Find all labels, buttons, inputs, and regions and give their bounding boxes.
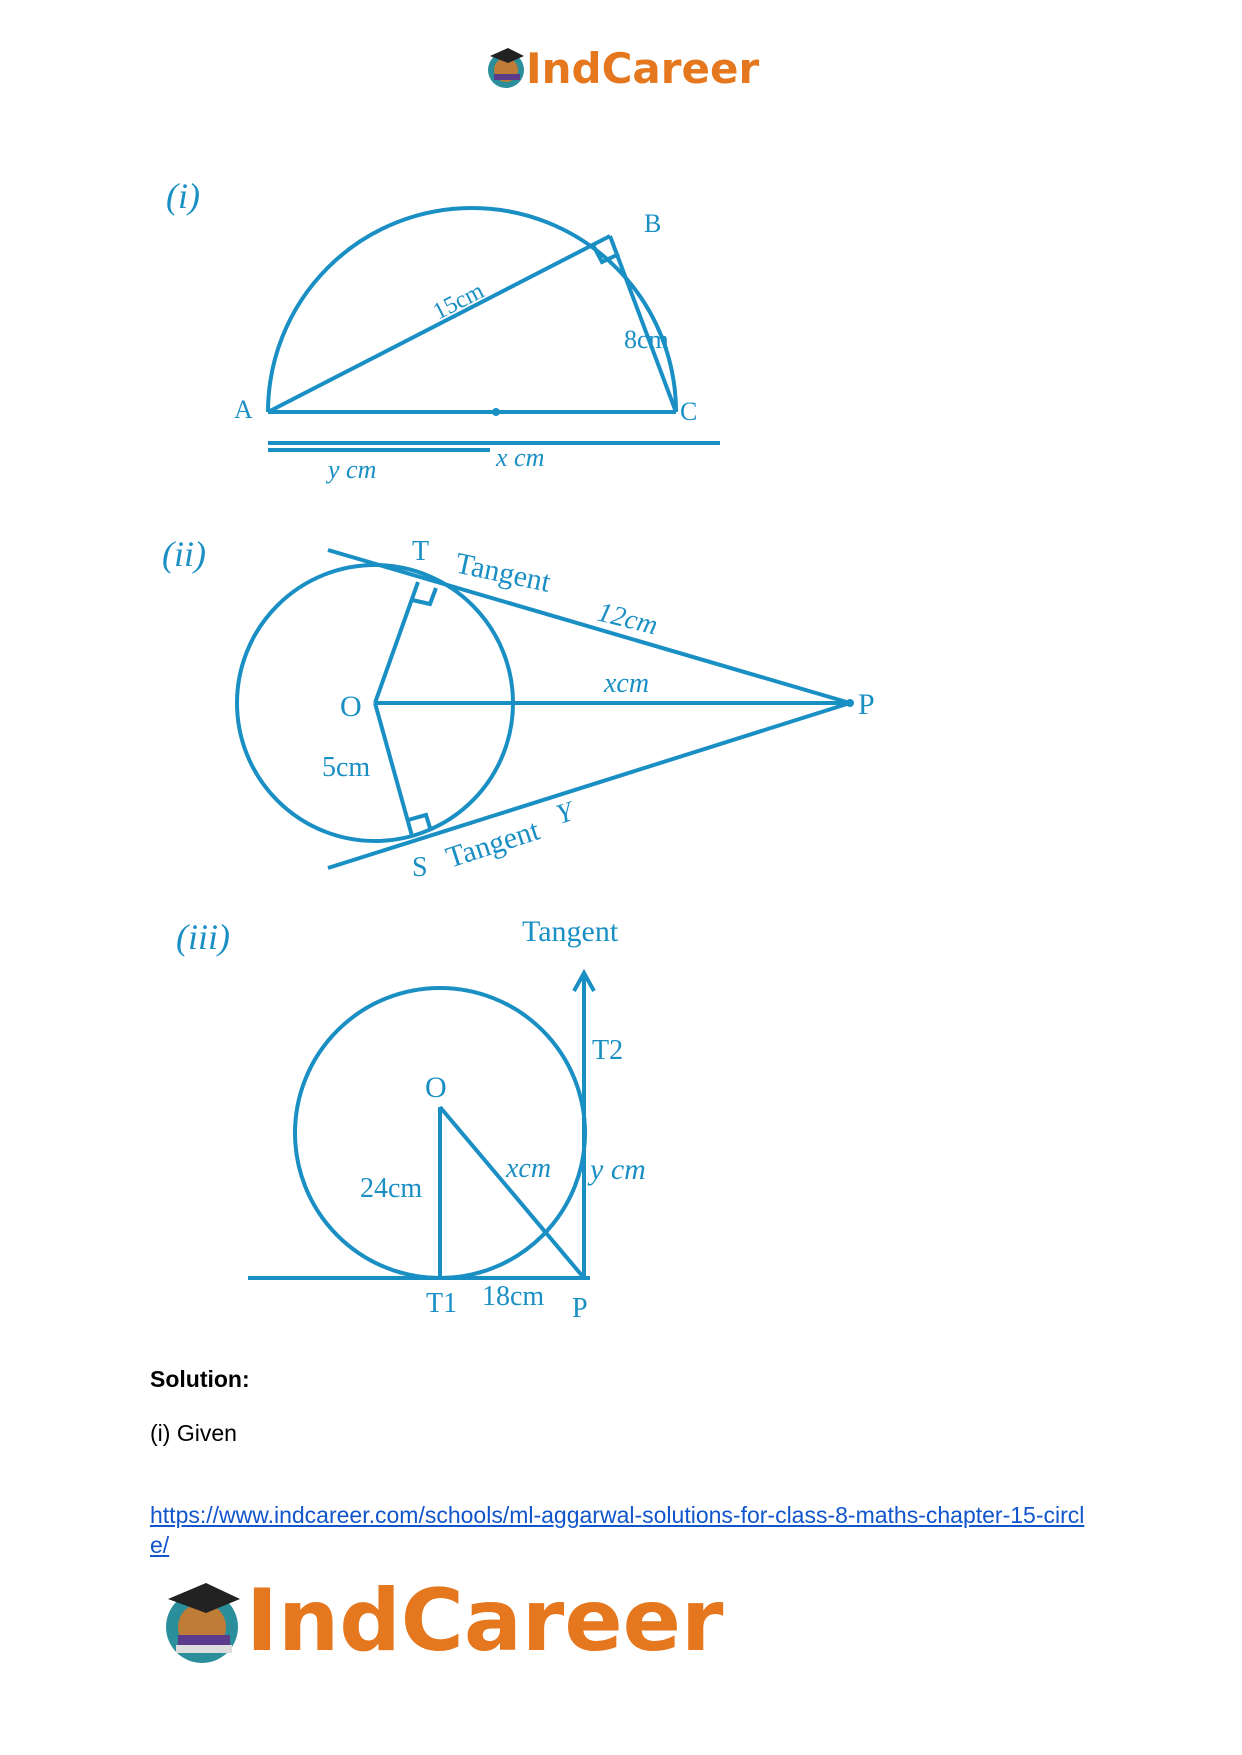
op-length-label: xcm <box>604 668 650 699</box>
point-y-label: Y <box>552 796 577 831</box>
y-length-label: y cm <box>328 455 377 484</box>
graduation-cap-globe-icon <box>160 1579 244 1669</box>
figure-label-ii: (ii) <box>162 534 206 574</box>
logo-wordmark: IndCareer <box>526 44 760 93</box>
point-o-label: O <box>340 690 362 723</box>
solution-heading: Solution: <box>150 1366 250 1392</box>
pt2-length-label: y cm <box>590 1153 646 1186</box>
logo-wordmark: IndCareer <box>246 1571 724 1671</box>
tangent-arrow-label: Tangent <box>522 915 619 948</box>
source-link[interactable]: https://www.indcareer.com/schools/ml-aggarwal-solutions-for-class-8-maths-chapter-15-circle/ <box>150 1502 1085 1558</box>
tangent-top-label: Tangent <box>452 546 554 599</box>
x-length-label: x cm <box>496 443 545 472</box>
radius-ot <box>375 582 418 703</box>
bc-length-label: 8cm <box>624 325 669 354</box>
figure-tangent-from-point <box>150 905 710 1345</box>
point-a-label: A <box>234 395 253 424</box>
radius-length-label: 24cm <box>360 1173 423 1204</box>
point-c-label: C <box>680 397 698 426</box>
point-t-label: T <box>412 536 430 567</box>
tangent-bottom-label: Tangent <box>441 813 544 875</box>
point-s-label: S <box>412 852 428 883</box>
ab-length-label: 15cm <box>428 277 489 326</box>
segment-op <box>440 1107 584 1278</box>
point-t2-label: T2 <box>592 1035 624 1066</box>
tp-length-label: 12cm <box>594 596 661 642</box>
point-p-dot <box>846 699 854 707</box>
point-p-label: P <box>858 688 875 721</box>
t1p-length-label: 18cm <box>482 1281 545 1312</box>
graduation-cap-globe-icon <box>486 46 526 92</box>
radius-os <box>375 703 412 836</box>
figure-label-iii: (iii) <box>176 917 230 957</box>
tangent-line-top <box>328 550 850 703</box>
os-length-label: 5cm <box>322 752 371 783</box>
point-b-label: B <box>644 209 662 238</box>
point-o-label: O <box>425 1071 447 1104</box>
header-logo <box>486 40 766 98</box>
figure-label-i: (i) <box>166 176 200 216</box>
figure-semicircle <box>150 160 770 500</box>
tangent-line-bottom <box>328 703 850 868</box>
given-text: (i) Given <box>150 1420 237 1446</box>
op-length-label: xcm <box>506 1153 552 1184</box>
point-t1-label: T1 <box>426 1288 458 1319</box>
chord-bc <box>610 236 676 412</box>
footer-logo <box>160 1571 724 1675</box>
center-point <box>492 408 500 416</box>
figure-two-tangents <box>150 520 910 900</box>
point-p-label: P <box>572 1293 588 1324</box>
